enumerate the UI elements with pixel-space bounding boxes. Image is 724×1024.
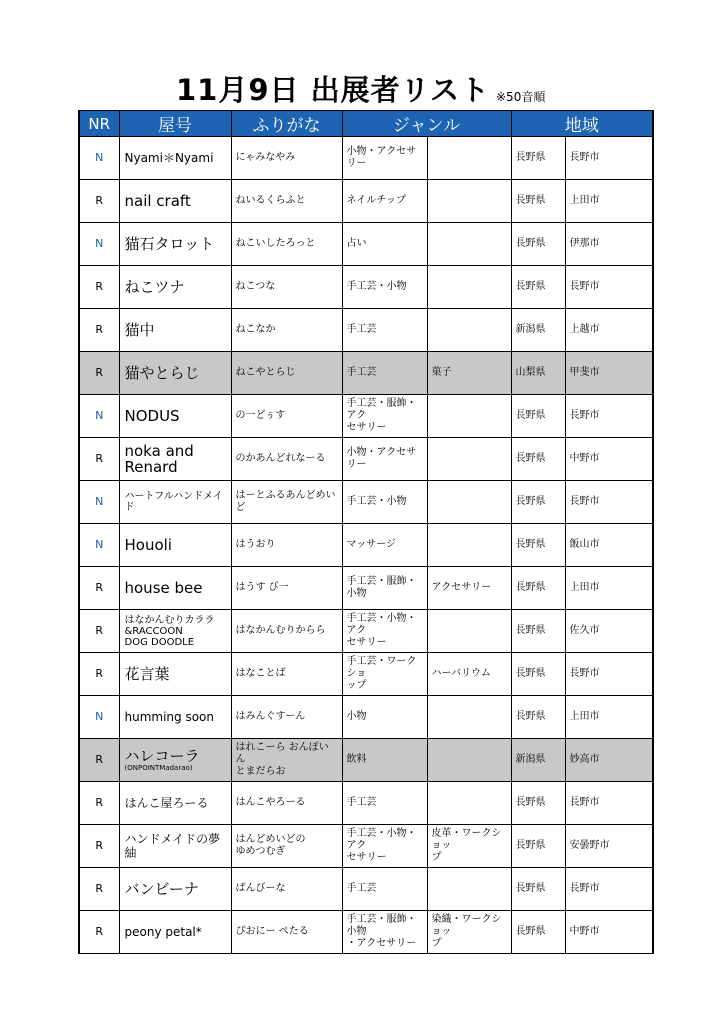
header-name: 屋号 [119,111,231,137]
prefecture-cell: 長野県 [511,696,565,739]
genre2-cell: 菓子 [427,352,511,395]
genre1-cell: 手工芸・服飾・小物 [342,567,427,610]
furigana-cell: はみんぐすーん [231,696,342,739]
name-cell: はなかんむりカララ &RACCOON DOG DOODLE [119,610,231,653]
name-cell: humming soon [119,696,231,739]
exhibitor-table [78,110,654,954]
genre1-cell: 手工芸 [342,309,427,352]
city-cell: 上越市 [565,309,653,352]
table-row [79,266,653,309]
name-cell: 猫中 [119,309,231,352]
name-cell: Nyami＊Nyami [119,137,231,180]
name-cell: noka and Renard [119,438,231,481]
prefecture-cell: 長野県 [511,567,565,610]
name-cell: ハートフルハンドメイ ド [119,481,231,524]
furigana-cell: はうおり [231,524,342,567]
nr-cell: N [79,524,119,567]
city-cell: 佐久市 [565,610,653,653]
table-row [79,524,653,567]
table-row [79,782,653,825]
nr-cell: R [79,739,119,782]
city-cell: 長野市 [565,137,653,180]
prefecture-cell: 長野県 [511,825,565,868]
genre2-cell: 皮革・ワークショッ プ [427,825,511,868]
name-cell: ハレコーラ (ONPOINTMadarao) [119,739,231,782]
nr-cell: R [79,266,119,309]
prefecture-cell: 長野県 [511,524,565,567]
nr-cell: R [79,868,119,911]
genre2-cell [427,696,511,739]
nr-cell: R [79,653,119,696]
page-title: 11月9日 出展者リスト [176,73,491,107]
table-row [79,610,653,653]
city-cell: 甲斐市 [565,352,653,395]
furigana-cell: はなことば [231,653,342,696]
city-cell: 上田市 [565,567,653,610]
prefecture-cell: 長野県 [511,610,565,653]
furigana-cell: ねこいしたろっと [231,223,342,266]
furigana-cell: はんこやろーる [231,782,342,825]
name-cell: ねこツナ [119,266,231,309]
city-cell: 伊那市 [565,223,653,266]
prefecture-cell: 長野県 [511,223,565,266]
furigana-cell: はーとふるあんどめいど [231,481,342,524]
name-sub: (ONPOINTMadarao) [124,763,193,772]
genre1-cell: 手工芸・服飾・アク セサリー [342,395,427,438]
genre1-cell: 手工芸・小物・アク セサリー [342,610,427,653]
genre2-cell [427,739,511,782]
nr-cell: N [79,395,119,438]
genre1-cell: 手工芸・服飾・小物 ・アクセサリー [342,911,427,954]
genre2-cell: アクセサリー [427,567,511,610]
prefecture-cell: 長野県 [511,438,565,481]
nr-cell: R [79,610,119,653]
genre2-cell: ハーバリウム [427,653,511,696]
genre1-cell: 占い [342,223,427,266]
name-cell: house bee [119,567,231,610]
furigana-cell: はうす び一 [231,567,342,610]
nr-cell: N [79,481,119,524]
city-cell: 上田市 [565,696,653,739]
prefecture-cell: 長野県 [511,395,565,438]
table-row [79,395,653,438]
city-cell: 長野市 [565,266,653,309]
genre2-cell [427,438,511,481]
genre2-cell [427,481,511,524]
table-row [79,825,653,868]
nr-cell: R [79,567,119,610]
table-row [79,223,653,266]
table-row [79,137,653,180]
furigana-cell: ねこなか [231,309,342,352]
genre1-cell: 手工芸・小物・アク セサリー [342,825,427,868]
genre1-cell: 小物 [342,696,427,739]
genre1-cell: 小物・アクセサリー [342,438,427,481]
name-cell: 花言葉 [119,653,231,696]
genre1-cell: 手工芸・ワークショ ップ [342,653,427,696]
genre1-cell: 手工芸 [342,868,427,911]
header-nr: NR [79,111,119,137]
table-row [79,911,653,954]
nr-cell: R [79,438,119,481]
genre1-cell: 手工芸 [342,782,427,825]
furigana-cell: にゃみなやみ [231,137,342,180]
city-cell: 妙高市 [565,739,653,782]
city-cell: 安曇野市 [565,825,653,868]
genre1-cell: 飲料 [342,739,427,782]
city-cell: 長野市 [565,481,653,524]
name-cell: バンビーナ [119,868,231,911]
nr-cell: R [79,782,119,825]
genre1-cell: 小物・アクセサリー [342,137,427,180]
genre2-cell [427,610,511,653]
prefecture-cell: 長野県 [511,782,565,825]
nr-cell: N [79,696,119,739]
prefecture-cell: 長野県 [511,481,565,524]
city-cell: 長野市 [565,395,653,438]
table-row [79,180,653,223]
genre2-cell [427,223,511,266]
city-cell: 中野市 [565,438,653,481]
genre2-cell [427,266,511,309]
table-row [79,352,653,395]
genre2-cell [427,868,511,911]
prefecture-cell: 長野県 [511,137,565,180]
prefecture-cell: 長野県 [511,266,565,309]
table-row [79,653,653,696]
name-cell: nail craft [119,180,231,223]
name-cell: NODUS [119,395,231,438]
genre2-cell [427,137,511,180]
city-cell: 長野市 [565,868,653,911]
table-row [79,438,653,481]
sort-note: ※50音順 [496,90,546,104]
furigana-cell: の一どぅす [231,395,342,438]
title-area [0,68,724,108]
city-cell: 長野市 [565,653,653,696]
name-cell: peony petal* [119,911,231,954]
name-cell: はんこ屋ろーる [119,782,231,825]
table-row [79,868,653,911]
genre1-cell: マッサージ [342,524,427,567]
furigana-cell: はれこーら おんぽいん とまだらお [231,739,342,782]
city-cell: 長野市 [565,782,653,825]
name-cell: 猫石タロット [119,223,231,266]
genre1-cell: 手工芸・小物 [342,266,427,309]
prefecture-cell: 山梨県 [511,352,565,395]
city-cell: 飯山市 [565,524,653,567]
furigana-cell: はなかんむりからら [231,610,342,653]
prefecture-cell: 長野県 [511,653,565,696]
header-region: 地域 [511,111,653,137]
genre1-cell: ネイルチップ [342,180,427,223]
nr-cell: N [79,137,119,180]
prefecture-cell: 新潟県 [511,739,565,782]
name-cell: Houoli [119,524,231,567]
prefecture-cell: 長野県 [511,180,565,223]
nr-cell: R [79,180,119,223]
header-furigana: ふりがな [231,111,342,137]
table-row [79,567,653,610]
nr-cell: N [79,223,119,266]
prefecture-cell: 長野県 [511,868,565,911]
header-genre: ジャンル [342,111,511,137]
furigana-cell: のかあんどれなーる [231,438,342,481]
city-cell: 上田市 [565,180,653,223]
genre1-cell: 手工芸・小物 [342,481,427,524]
header-row [79,111,653,137]
furigana-cell: ぴおにー ぺたる [231,911,342,954]
table-row [79,309,653,352]
furigana-cell: ねこやとらじ [231,352,342,395]
name-cell: ハンドメイドの夢紬 [119,825,231,868]
genre2-cell [427,309,511,352]
city-cell: 中野市 [565,911,653,954]
genre2-cell [427,782,511,825]
genre2-cell [427,524,511,567]
furigana-cell: ばんびーな [231,868,342,911]
furigana-cell: ねこつな [231,266,342,309]
genre2-cell [427,180,511,223]
table-row [79,696,653,739]
name-cell: 猫やとらじ [119,352,231,395]
genre2-cell [427,395,511,438]
genre1-cell: 手工芸 [342,352,427,395]
nr-cell: R [79,309,119,352]
genre2-cell: 染織・ワークショッ プ [427,911,511,954]
nr-cell: R [79,825,119,868]
furigana-cell: はんどめいどの ゆめつむぎ [231,825,342,868]
nr-cell: R [79,352,119,395]
prefecture-cell: 新潟県 [511,309,565,352]
table-row [79,481,653,524]
nr-cell: R [79,911,119,954]
prefecture-cell: 長野県 [511,911,565,954]
furigana-cell: ねいるくらふと [231,180,342,223]
table-row [79,739,653,782]
